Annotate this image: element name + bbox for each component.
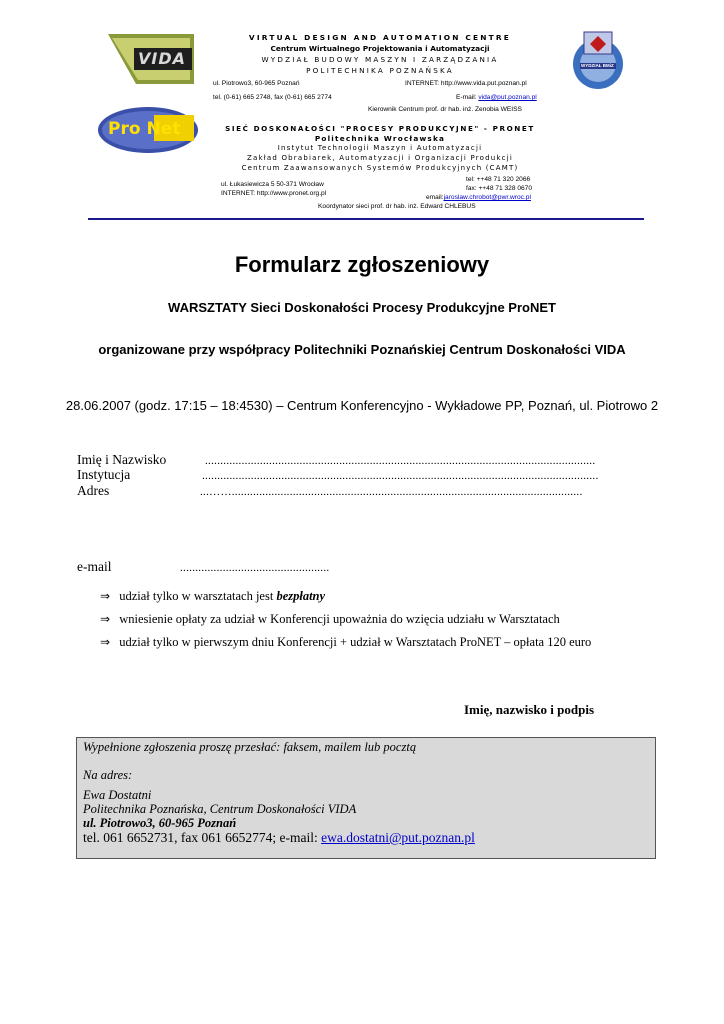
vida-subtitle: Centrum Wirtualnego Projektowania i Automatyzacji — [270, 44, 490, 53]
vida-head: Kierownik Centrum prof. dr hab. inż. Zenobia WEISS — [368, 106, 522, 113]
option-free-emph: bezpłatny — [276, 589, 326, 603]
box-address-label: Na adres: — [83, 768, 133, 782]
header-divider — [88, 218, 644, 220]
pronet-university: Politechnika Wrocławska — [314, 134, 446, 143]
box-phone-fax: tel. 061 6652731, fax 061 6652774; e-mail: — [83, 830, 322, 845]
option-conference-fee-text: wniesienie opłaty za udział w Konferencji upoważnia do wzięcia udziału w Warsztatach — [119, 612, 560, 626]
vida-email-label: E-mail: — [456, 94, 479, 101]
pronet-department: Zakład Obrabiarek, Automatyzacji i Organizacji Produkcji — [246, 154, 514, 162]
vida-logo-text: VIDA — [138, 49, 186, 68]
vida-address: ul. Piotrowo3, 60-965 Poznań — [213, 80, 300, 87]
option-conference-fee[interactable] — [100, 612, 560, 627]
organizer-line: organizowane przy współpracy Politechniki Poznańskiej Centrum Doskonałości VIDA — [98, 342, 626, 357]
vida-university: POLITECHNIKA POZNAŃSKA — [306, 66, 454, 75]
submission-info-box — [76, 737, 656, 859]
email-field[interactable]: ................................................. — [180, 562, 330, 574]
vida-email-row — [456, 94, 537, 101]
arrow-right-icon: ⇒ — [100, 589, 111, 603]
pronet-address: ul. Łukasiewicza 5 50-371 Wrocław — [221, 181, 324, 188]
vida-faculty: WYDZIAŁ BUDOWY MASZYN I ZARZĄDZANIA — [261, 55, 499, 64]
vida-logo — [106, 30, 196, 88]
pronet-camt: Centrum Zaawansowanych Systemów Produkcyjnych (CAMT) — [241, 164, 519, 172]
workshop-title: WARSZTATY Sieci Doskonałości Procesy Produkcyjne ProNET — [168, 300, 556, 315]
pronet-logo-text: Pro Net — [108, 119, 181, 139]
box-contact-name: Ewa Dostatni — [83, 788, 152, 802]
box-contact-line — [83, 830, 475, 846]
institution-label: Instytucja — [77, 467, 131, 482]
vida-phone: tel. (0-61) 665 2748, fax (0-61) 665 2774 — [213, 94, 332, 101]
signature-label: Imię, nazwisko i podpis — [464, 702, 595, 717]
pronet-email-label: email: — [426, 194, 444, 201]
address-label: Adres — [77, 483, 110, 498]
pronet-fax: fax: ++48 71 328 0670 — [466, 185, 532, 192]
name-label: Imię i Nazwisko — [77, 452, 167, 467]
vida-title: VIRTUAL DESIGN AND AUTOMATION CENTRE — [248, 33, 512, 42]
date-location-line: 28.06.2007 (godz. 17:15 – 18:4530) – Centrum Konferencyjno - Wykładowe PP, Poznań, ul. Piotrowo 2 — [65, 398, 659, 413]
option-free-text: udział tylko w warsztatach jest — [119, 589, 277, 603]
vida-email-link[interactable]: vida@put.poznan.pl — [478, 94, 537, 101]
address-field[interactable]: ...……................................................................................................................... — [200, 486, 583, 498]
pronet-logo — [96, 105, 200, 155]
pronet-tel: tel: ++48 71 320 2066 — [466, 176, 531, 183]
box-institution: Politechnika Poznańska, Centrum Doskonałości VIDA — [83, 802, 357, 816]
vida-internet: INTERNET: http://www.vida.put.poznan.pl — [405, 80, 527, 87]
box-instructions: Wypełnione zgłoszenia proszę przesłać: faksem, mailem lub pocztą — [83, 740, 417, 754]
seal-text: WYDZIAŁ BMiZ — [581, 63, 614, 68]
arrow-right-icon: ⇒ — [100, 635, 111, 649]
pronet-email-link[interactable]: jaroslaw.chrobot@pwr.wroc.pl — [443, 194, 531, 201]
box-street: ul. Piotrowo3, 60-965 Poznań — [83, 816, 237, 830]
arrow-right-icon: ⇒ — [100, 612, 111, 626]
page-title: Formularz zgłoszeniowy — [234, 252, 490, 277]
box-email-link[interactable]: ewa.dostatni@put.poznan.pl — [321, 830, 475, 845]
option-first-day-text: udział tylko w pierwszym dniu Konferencji + udział w Warsztatach ProNET – opłata 120 euro — [119, 635, 592, 649]
university-seal — [570, 30, 626, 92]
option-free[interactable] — [100, 589, 325, 604]
pronet-email-row — [426, 194, 531, 201]
pronet-institute: Instytut Technologii Maszyn i Automatyzacji — [277, 144, 483, 152]
institution-field[interactable]: .................................................................................................................................. — [202, 470, 599, 482]
pronet-title: SIEĆ DOSKONAŁOŚCI "PROCESY PRODUKCYJNE" - PRONET — [225, 124, 535, 133]
pronet-coordinator: Koordynator sieci prof. dr hab. inż. Edward CHLEBUS — [318, 203, 476, 210]
name-field[interactable]: ................................................................................................................................ — [205, 455, 596, 467]
option-first-day[interactable] — [100, 635, 591, 650]
email-label: e-mail — [77, 559, 112, 574]
pronet-internet: INTERNET: http://www.pronet.org.pl — [221, 190, 327, 197]
